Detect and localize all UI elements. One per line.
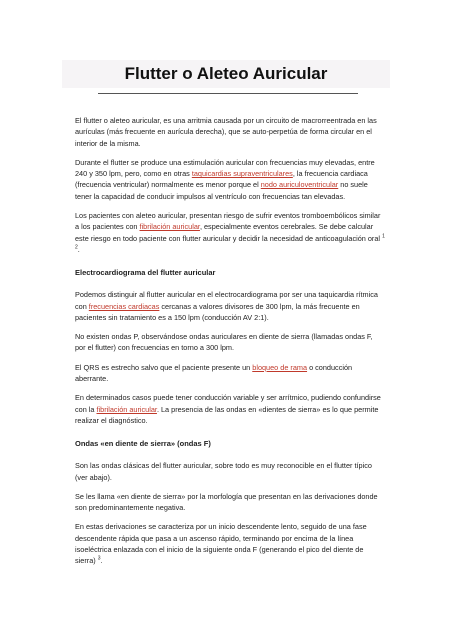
citation-superscript: 3 (97, 555, 101, 562)
text-run: , especialmente eventos cerebrales. Se debe calcular este riesgo en todo paciente con flutter auricular y decidir la necesidad de anticoagulación oral (75, 222, 383, 243)
text-run: no suele tener la capacidad de conducir impulsos al ventrículo con frecuencias tan elevadas. (75, 180, 368, 201)
text-run: o conducción aberrante. (75, 362, 353, 384)
document-body (75, 115, 385, 575)
section-heading-f-waves: Ondas «en diente de sierra» (ondas F) (75, 439, 211, 449)
link-taquicardias-supraventriculares[interactable]: taquicardias supraventriculares (191, 169, 293, 179)
link-bloqueo-de-rama[interactable]: bloqueo de rama (252, 362, 308, 372)
link-fibrilacion-auricular[interactable]: fibrilación auricular (139, 222, 200, 232)
text-run: El QRS es estrecho salvo que el paciente presente un (75, 362, 253, 372)
text-run: Durante el flutter se produce una estimulación auricular con frecuencias muy elevadas, entre 240 y 350 lpm, pero, como en otras (75, 157, 375, 179)
link-nodo-auriculoventricular[interactable]: nodo auriculoventricular (260, 180, 339, 190)
text-run: cercanas a valores divisores de 300 lpm, la más frecuente en pacientes sin tratamiento es a 150 lpm (conducción AV 2:1). (75, 301, 360, 322)
text-run: Podemos distinguir al flutter auricular en el electrocardiograma por ser una taquicardia rítmica con (75, 290, 378, 311)
paragraph-no-p-waves: No existen ondas P, observándose ondas auriculares en diente de sierra (llamadas ondas F, por el flutter) con frecuencias en torno a 300 lpm. (75, 332, 373, 353)
link-frecuencias-cardiacas[interactable]: frecuencias cardiacas (88, 301, 160, 311)
text-run: Los pacientes con aleteo auricular, presentan riesgo de sufrir eventos tromboembólicos similar a los pacientes con (75, 211, 381, 232)
text-run: . (100, 556, 103, 566)
text-run: , la frecuencia cardiaca (frecuencia ventricular) normalmente es menor porque el (75, 169, 368, 190)
paragraph-risk (75, 210, 385, 255)
link-fibrilacion-auricular-2[interactable]: fibrilación auricular (96, 404, 157, 414)
section-heading-ecg: Electrocardiograma del flutter auricular (75, 268, 216, 278)
page-title: Flutter o Aleteo Auricular (124, 64, 328, 83)
text-run: En determinados casos puede tener conducción variable y ser arrítmico, pudiendo confundirse con la (75, 393, 381, 414)
paragraph-sawtooth-name: Se les llama «en diente de sierra» por la morfología que presentan en las derivaciones donde son predominantemente negativa. (75, 491, 378, 513)
paragraph-morphology (75, 521, 385, 566)
text-run: En estas derivaciones se caracteriza por un inicio descendente lento, seguido de una fase descendente rápida que pasa a un ascenso rápido, terminando por encima de la línea isoeléctrica enlazada con el inicio de la siguiente onda F (generando el pico del diente de sierra) (75, 522, 367, 566)
paragraph-intro: El flutter o aleteo auricular, es una arritmia causada por un circuito de macrorreentrada en las aurículas (más frecuente en aurícula derecha), que se auto-perpetúa de forma circular en el interior de la misma. (75, 116, 377, 148)
title-divider (98, 93, 358, 94)
citation-superscript: 1 2 (75, 233, 385, 251)
text-run: . La presencia de las ondas en «dientes de sierra» es lo que permite realizar el diagnóstico. (75, 404, 379, 425)
paragraph-frequency (75, 157, 385, 202)
paragraph-classic-waves: Son las ondas clásicas del flutter auricular, sobre todo es muy reconocible en el flutter típico (ver abajo). (75, 461, 372, 482)
paragraph-variable-conduction (75, 392, 385, 426)
paragraph-qrs (75, 362, 385, 385)
paragraph-ecg-rhythm (75, 289, 385, 323)
text-run: . (77, 244, 80, 254)
